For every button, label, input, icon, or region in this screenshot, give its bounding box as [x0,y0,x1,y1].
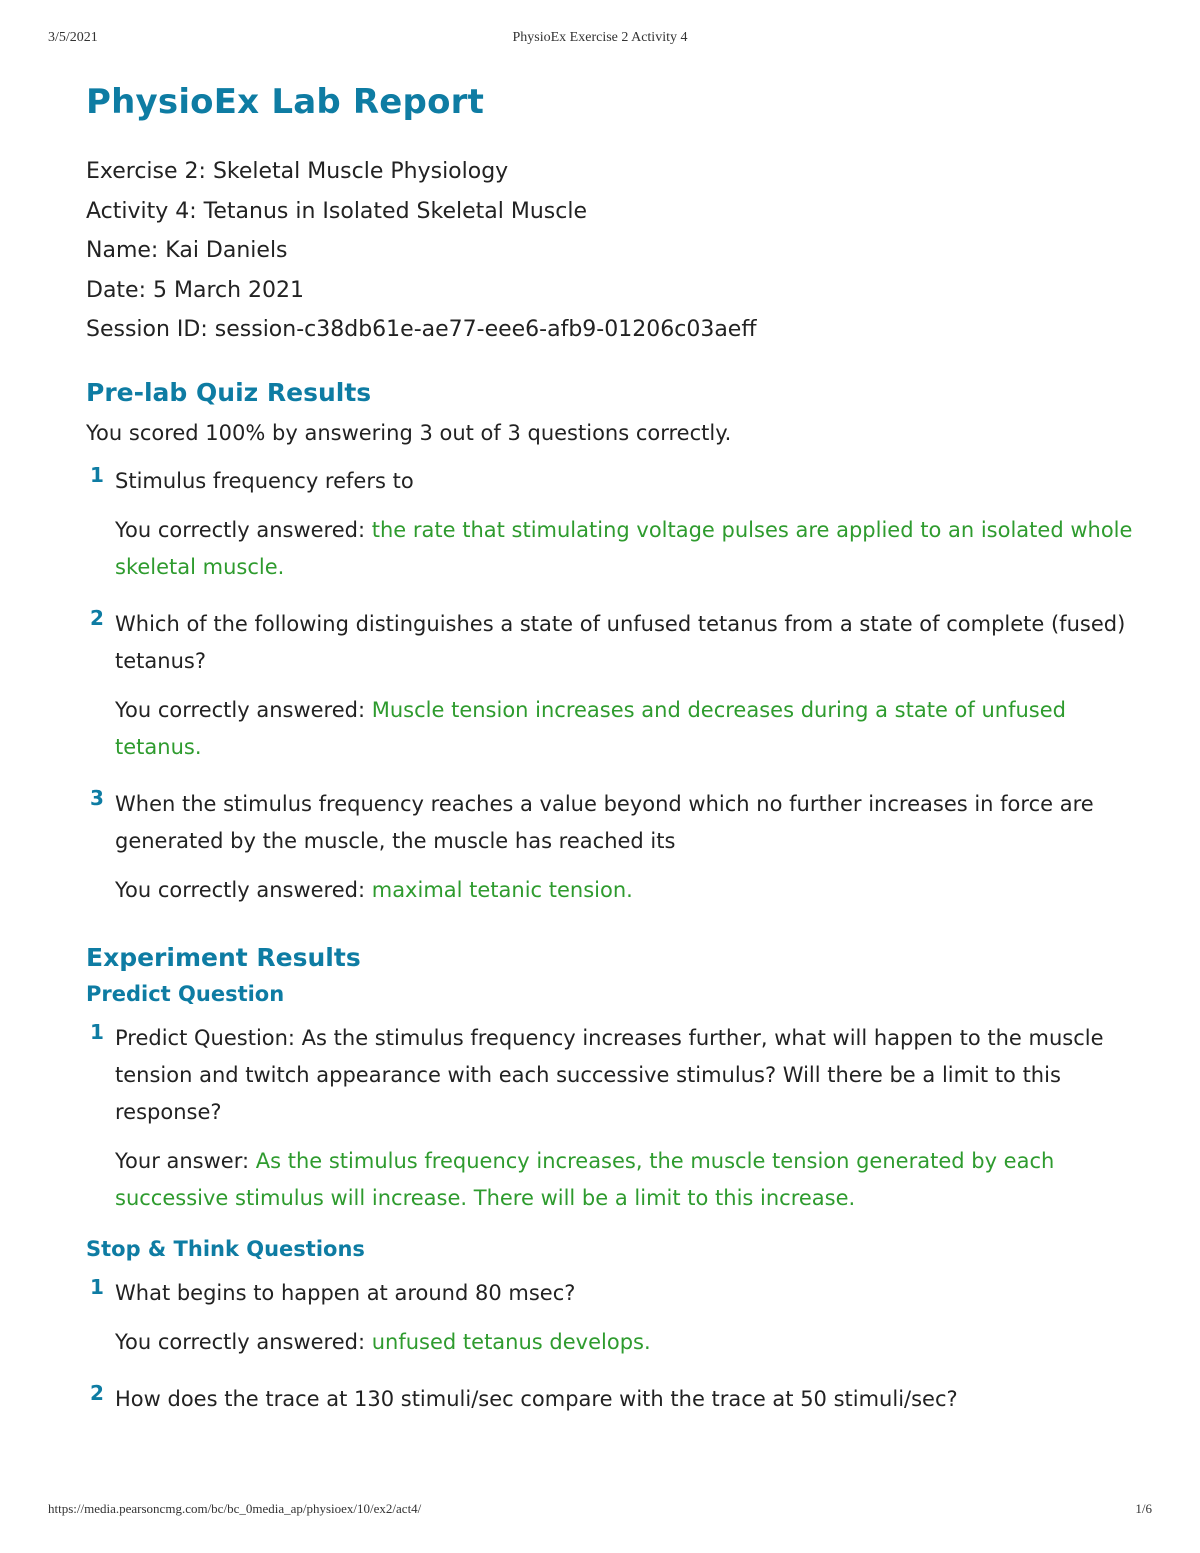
question-text: When the stimulus frequency reaches a value beyond which no further increases in force are generated by the muscle, the muscle has reached its [115,791,1094,853]
question-number: 2 [90,605,104,630]
answer-label: Your answer: [115,1148,256,1173]
answer-value: As the stimulus frequency increases, the muscle tension generated by each successive stimulus will increase. There will be a limit to this increase. [115,1148,1055,1210]
answer-label: You correctly answered: [115,1329,372,1354]
question-text: Predict Question: As the stimulus frequency increases further, what will happen to the muscle tension and twitch appearance with each successive stimulus? Will there be a limit to this response? [115,1025,1104,1124]
prelab-question [86,606,1146,766]
predict-heading: Predict Question [86,981,285,1006]
answer-value: the rate that stimulating voltage pulses are applied to an isolated whole skeletal muscle. [115,517,1133,579]
page-url: https://media.pearsoncmg.com/bc/bc_0media_ap/physioex/10/ex2/act4/ [48,1501,422,1516]
question-number: 3 [90,785,104,810]
question-number: 1 [90,1274,104,1299]
question-answer [115,1143,1146,1217]
question-text: How does the trace at 130 stimuli/sec compare with the trace at 50 stimuli/sec? [115,1386,958,1411]
question-text: What begins to happen at around 80 msec? [115,1280,576,1305]
question-number: 1 [90,1019,104,1044]
exercise-line: Exercise 2: Skeletal Muscle Physiology [86,159,509,184]
page-number: 1/6 [1135,1501,1152,1516]
answer-label: You correctly answered: [115,517,372,542]
question-answer [115,872,1146,909]
answer-value: unfused tetanus develops. [371,1329,651,1354]
stop-think-question [86,1381,1146,1418]
prelab-score: You scored 100% by answering 3 out of 3 questions correctly. [86,420,732,445]
stop-think-heading: Stop & Think Questions [86,1236,365,1261]
prelab-heading: Pre-lab Quiz Results [86,377,372,407]
predict-question [86,1020,1146,1217]
report-content [86,82,1146,1438]
question-text: Which of the following distinguishes a state of unfused tetanus from a state of complete (fused) tetanus? [115,611,1126,673]
answer-label: You correctly answered: [115,877,372,902]
question-answer [115,512,1146,586]
date-line: Date: 5 March 2021 [86,277,305,303]
prelab-question [86,463,1146,586]
question-answer [115,692,1146,766]
report-title: PhysioEx Lab Report [86,82,485,122]
prelab-question [86,786,1146,909]
print-date: 3/5/2021 [48,30,98,45]
answer-value: maximal tetanic tension. [371,877,633,902]
question-number: 1 [90,462,104,487]
stop-think-question [86,1275,1146,1361]
print-title: PhysioEx Exercise 2 Activity 4 [512,30,688,45]
name-line: Name: Kai Daniels [86,238,288,263]
question-number: 2 [90,1380,104,1405]
session-line: Session ID: session-c38db61e-ae77-eee6-afb9-01206c03aeff [86,317,757,342]
question-text: Stimulus frequency refers to [115,468,414,493]
activity-line: Activity 4: Tetanus in Isolated Skeletal Muscle [86,198,587,224]
print-footer [48,1501,1152,1521]
answer-label: You correctly answered: [115,697,372,722]
question-answer [115,1324,1146,1361]
experiment-heading: Experiment Results [86,942,361,972]
answer-value: Muscle tension increases and decreases during a state of unfused tetanus. [115,697,1066,759]
print-header [48,30,1152,50]
